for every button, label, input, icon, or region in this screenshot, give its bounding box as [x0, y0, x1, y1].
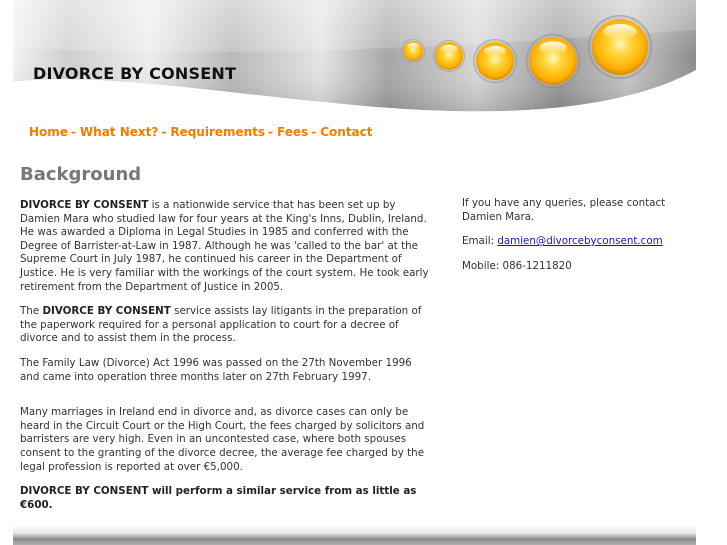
banner-graphic: [13, 0, 696, 118]
nav-home[interactable]: Home: [29, 125, 68, 139]
header-banner: [13, 0, 696, 118]
mobile-line: Mobile: 086-1211820: [462, 259, 572, 272]
service-text-pre: The: [20, 305, 43, 318]
site-title: DIVORCE BY CONSENT: [33, 64, 237, 83]
nav-contact[interactable]: Contact: [320, 125, 373, 139]
main-nav: [29, 125, 372, 139]
email-line: [462, 235, 687, 249]
intro-paragraph: [20, 199, 432, 294]
nav-requirements[interactable]: Requirements: [170, 125, 266, 139]
page-heading: Background: [20, 164, 142, 185]
nav-separator: -: [161, 125, 167, 139]
nav-separator: -: [311, 125, 317, 139]
act-paragraph: The Family Law (Divorce) Act 1996 was passed on the 27th November 1996 and came into operation three months later on 27th February 1997.: [20, 356, 412, 383]
intro-text: is a nationwide service that has been set up by Damien Mara who studied law for four years at the King's Inns, Dublin, Ireland. He was awarded a Diploma in Legal Studies in 1985 and conferred with the Degree of Barrister-at-Law in 1987. Although he was 'called to the bar' at the Supreme Court in July 1987, he continued his career in the Department of Justice. He is very familiar with the workings of the court system. He took early retirement from the Department of Justice in 2005.: [20, 199, 429, 293]
nav-separator: -: [70, 125, 76, 139]
nav-separator: -: [268, 125, 274, 139]
contact-sidebar: [462, 197, 687, 284]
footer-bar: [13, 525, 696, 545]
offer-text: DIVORCE BY CONSENT will perform a similar service from as little as €600.: [20, 485, 417, 511]
service-paragraph: [20, 305, 432, 346]
nav-what-next[interactable]: What Next?: [79, 125, 159, 139]
fees-paragraph: Many marriages in Ireland end in divorce and, as divorce cases can only be heard in the Circuit Court or the High Court, the fees charged by solicitors and barristers are very high. Even in an uncontested case, where both spouses consent to the granting of the divorce decree, the average fee charged by the legal profession is reported at over €5,000.: [20, 406, 425, 473]
service-text: service assists lay litigants in the preparation of the paperwork required for a personal application to court for a decree of divorce and to assist them in the process.: [20, 305, 422, 345]
email-link[interactable]: damien@divorcebyconsent.com: [497, 235, 663, 248]
main-content: [20, 199, 432, 523]
nav-fees[interactable]: Fees: [277, 125, 309, 139]
brand-name: DIVORCE BY CONSENT: [20, 199, 149, 211]
queries-text: If you have any queries, please contact Damien Mara.: [462, 197, 666, 223]
brand-name: DIVORCE BY CONSENT: [42, 305, 171, 318]
email-label: Email:: [462, 235, 498, 248]
offer-paragraph: [20, 485, 432, 512]
